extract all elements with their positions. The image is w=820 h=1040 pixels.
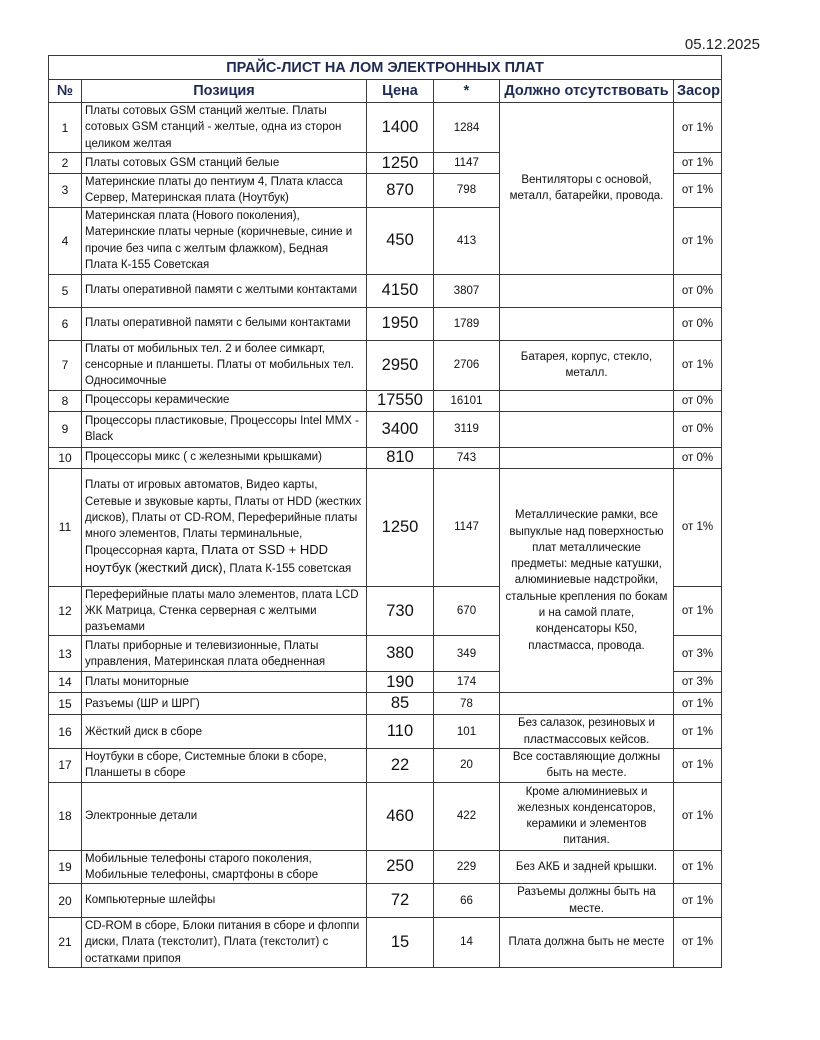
row-price: 810	[367, 447, 434, 468]
row-position: Переферийные платы мало элементов, плата LCD ЖК Матрица, Стенка серверная с желтыми разъемами	[82, 586, 367, 636]
row-star-price: 1147	[434, 468, 500, 586]
row-zasor: от 1%	[674, 715, 722, 749]
row-absent: Разъемы должны быть на месте.	[500, 884, 674, 918]
row-price: 15	[367, 917, 434, 967]
row-zasor: от 1%	[674, 749, 722, 783]
column-header-price: Цена	[367, 80, 434, 103]
row-star-price: 798	[434, 174, 500, 208]
table-row	[49, 782, 722, 850]
document-date: 05.12.2025	[684, 36, 760, 53]
row-star-price: 66	[434, 884, 500, 918]
table-row	[49, 274, 722, 307]
row-absent	[500, 693, 674, 715]
row-price: 250	[367, 850, 434, 884]
row-absent	[500, 307, 674, 340]
row-absent: Плата должна быть не месте	[500, 917, 674, 967]
row-star-price: 670	[434, 586, 500, 636]
row-position: Электронные детали	[82, 782, 367, 850]
table-row	[49, 340, 722, 390]
row-star-price: 349	[434, 636, 500, 672]
row-price: 85	[367, 693, 434, 715]
row-price: 380	[367, 636, 434, 672]
table-row	[49, 917, 722, 967]
row-zasor: от 1%	[674, 174, 722, 208]
row-star-price: 3807	[434, 274, 500, 307]
row-star-price: 1284	[434, 103, 500, 153]
row-absent	[500, 411, 674, 447]
row-position: Ноутбуки в сборе, Системные блоки в сборе, Планшеты в сборе	[82, 749, 367, 783]
column-header-num: №	[49, 80, 82, 103]
table-row	[49, 749, 722, 783]
row-num: 17	[49, 749, 82, 783]
row-price: 4150	[367, 274, 434, 307]
row-star-price: 3119	[434, 411, 500, 447]
row-price: 1950	[367, 307, 434, 340]
table-row	[49, 307, 722, 340]
row-num: 4	[49, 207, 82, 274]
row-zasor: от 1%	[674, 340, 722, 390]
row-position: Компьютерные шлейфы	[82, 884, 367, 918]
row-absent: Кроме алюминиевых и железных конденсаторов, керамики и элементов питания.	[500, 782, 674, 850]
row-num: 1	[49, 103, 82, 153]
table-row	[49, 715, 722, 749]
row-num: 3	[49, 174, 82, 208]
row-zasor: от 1%	[674, 884, 722, 918]
table-row	[49, 884, 722, 918]
row-price: 3400	[367, 411, 434, 447]
row-star-price: 14	[434, 917, 500, 967]
row-num: 11	[49, 468, 82, 586]
table-row	[49, 390, 722, 411]
row-star-price: 174	[434, 672, 500, 693]
row-position: Платы мониторные	[82, 672, 367, 693]
row-absent: Вентиляторы с основой, металл, батарейки, провода.	[500, 103, 674, 275]
table-row	[49, 411, 722, 447]
row-zasor: от 1%	[674, 468, 722, 586]
row-star-price: 20	[434, 749, 500, 783]
row-position: Разъемы (ШР и ШРГ)	[82, 693, 367, 715]
row-star-price: 413	[434, 207, 500, 274]
row-zasor: от 0%	[674, 307, 722, 340]
row-star-price: 78	[434, 693, 500, 715]
price-list-table	[48, 55, 722, 968]
row-star-price: 1789	[434, 307, 500, 340]
row-position: Процессоры пластиковые, Процессоры Intel MMX - Black	[82, 411, 367, 447]
row-position: Материнские платы до пентиум 4, Плата класса Сервер, Материнская плата (Ноутбук)	[82, 174, 367, 208]
row-zasor: от 1%	[674, 103, 722, 153]
row-position: Платы оперативной памяти с желтыми контактами	[82, 274, 367, 307]
row-price: 450	[367, 207, 434, 274]
row-absent: Батарея, корпус, стекло, металл.	[500, 340, 674, 390]
row-star-price: 2706	[434, 340, 500, 390]
row-zasor: от 3%	[674, 672, 722, 693]
table-row	[49, 693, 722, 715]
row-num: 6	[49, 307, 82, 340]
row-zasor: от 0%	[674, 447, 722, 468]
row-star-price: 229	[434, 850, 500, 884]
row-position: Материнская плата (Нового поколения), Материнские платы черные (коричневые, синие и прочие без чипа с желтым флажком), Бедная Плата К-155 Советская	[82, 207, 367, 274]
row-star-price: 422	[434, 782, 500, 850]
row-price: 870	[367, 174, 434, 208]
row-star-price: 16101	[434, 390, 500, 411]
row-num: 15	[49, 693, 82, 715]
row-position: Платы сотовых GSM станций белые	[82, 153, 367, 174]
row-price: 2950	[367, 340, 434, 390]
row-price: 730	[367, 586, 434, 636]
row-absent	[500, 447, 674, 468]
row-zasor: от 1%	[674, 586, 722, 636]
row-position: CD-ROM в сборе, Блоки питания в сборе и флоппи диски, Плата (текстолит), Плата (текстолит) с остатками припоя	[82, 917, 367, 967]
row-position: Платы приборные и телевизионные, Платы управления, Материнская плата обедненная	[82, 636, 367, 672]
row-position: Процессоры микс ( с железными крышками)	[82, 447, 367, 468]
row-zasor: от 1%	[674, 917, 722, 967]
row-num: 18	[49, 782, 82, 850]
row-position: Мобильные телефоны старого поколения, Мобильные телефоны, смартфоны в сборе	[82, 850, 367, 884]
row-num: 13	[49, 636, 82, 672]
row-price: 17550	[367, 390, 434, 411]
column-header-absent: Должно отсутствовать	[500, 80, 674, 103]
row-price: 190	[367, 672, 434, 693]
row-zasor: от 1%	[674, 782, 722, 850]
row-absent: Без АКБ и задней крышки.	[500, 850, 674, 884]
row-price: 110	[367, 715, 434, 749]
row-zasor: от 0%	[674, 274, 722, 307]
row-zasor: от 1%	[674, 153, 722, 174]
row-absent: Все составляющие должны быть на месте.	[500, 749, 674, 783]
row-absent	[500, 390, 674, 411]
row-price: 1250	[367, 153, 434, 174]
row-position-large-text: Плата от SSD + HDD ноутбук (жесткий диск),	[85, 542, 329, 575]
row-star-price: 101	[434, 715, 500, 749]
row-position-tail: Плата К-155 советская	[229, 562, 352, 575]
row-num: 7	[49, 340, 82, 390]
row-zasor: от 0%	[674, 390, 722, 411]
row-position: Платы от мобильных тел. 2 и более симкарт, сенсорные и планшеты. Платы от мобильных тел. Односимочные	[82, 340, 367, 390]
row-price: 460	[367, 782, 434, 850]
row-num: 16	[49, 715, 82, 749]
row-position: Платы оперативной памяти с белыми контактами	[82, 307, 367, 340]
row-absent	[500, 274, 674, 307]
row-position-main: Платы от игровых автоматов, Видео карты, Сетевые и звуковые карты, Платы от HDD (жестких дисков), Платы от CD-ROM, Переферийные платы много элементов, Платы терминальные, Процессорная карта,	[85, 479, 362, 558]
row-num: 9	[49, 411, 82, 447]
table-row	[49, 447, 722, 468]
row-price: 72	[367, 884, 434, 918]
row-num: 20	[49, 884, 82, 918]
row-position: Процессоры керамические	[82, 390, 367, 411]
row-num: 21	[49, 917, 82, 967]
row-num: 10	[49, 447, 82, 468]
row-num: 19	[49, 850, 82, 884]
column-header-zasor: Засор	[674, 80, 722, 103]
row-zasor: от 0%	[674, 411, 722, 447]
row-price: 1400	[367, 103, 434, 153]
row-price: 22	[367, 749, 434, 783]
table-row	[49, 850, 722, 884]
row-star-price: 1147	[434, 153, 500, 174]
row-absent: Металлические рамки, все выпуклые над поверхностью плат металлические предметы: медные катушки, алюминиевые надстройки, стальные крепления по бокам и на самой плате, конденсаторы К50, пластмасса, провода.	[500, 468, 674, 693]
row-position: Жёсткий диск в сборе	[82, 715, 367, 749]
row-num: 8	[49, 390, 82, 411]
table-row	[49, 468, 722, 586]
row-position	[82, 468, 367, 586]
row-num: 2	[49, 153, 82, 174]
column-header-position: Позиция	[82, 80, 367, 103]
header-row	[49, 80, 722, 103]
row-num: 12	[49, 586, 82, 636]
row-zasor: от 3%	[674, 636, 722, 672]
column-header-star: *	[434, 80, 500, 103]
row-num: 5	[49, 274, 82, 307]
row-price: 1250	[367, 468, 434, 586]
table-title: ПРАЙС-ЛИСТ НА ЛОМ ЭЛЕКТРОННЫХ ПЛАТ	[49, 56, 722, 80]
row-zasor: от 1%	[674, 207, 722, 274]
row-absent: Без салазок, резиновых и пластмассовых кейсов.	[500, 715, 674, 749]
row-star-price: 743	[434, 447, 500, 468]
row-zasor: от 1%	[674, 693, 722, 715]
row-position: Платы сотовых GSM станций желтые. Платы сотовых GSM станций - желтые, одна из сторон целиком желтая	[82, 103, 367, 153]
row-zasor: от 1%	[674, 850, 722, 884]
row-num: 14	[49, 672, 82, 693]
table-row	[49, 103, 722, 153]
